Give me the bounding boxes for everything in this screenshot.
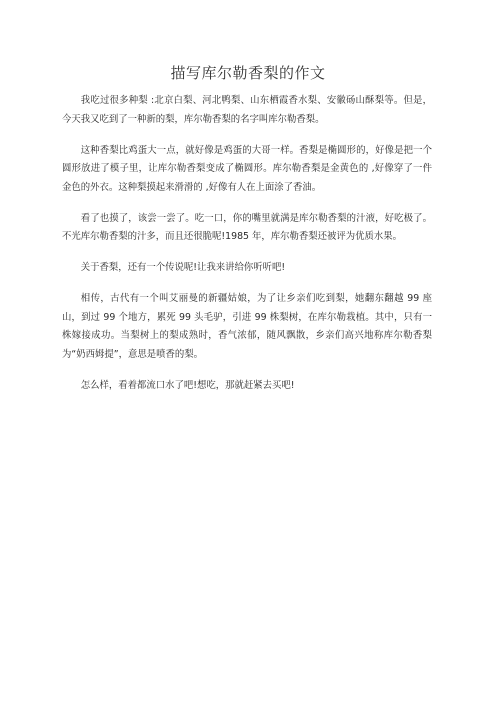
paragraph-4: 关于香梨，还有一个传说呢!让我来讲给你听听吧! [80,262,286,274]
paragraph-6: 怎么样，看着都流口水了吧!想吃，那就赶紧去买吧! [80,379,295,391]
paragraph-5: 相传，古代有一个叫艾丽曼的新疆姑娘，为了让乡亲们吃到梨，她翻东翻越 99 座山，到过 99 个地方，累死 99 头毛驴，引进 99 株梨树，在库尔勒栽植。其中，只有一株嫁接成功。当梨树上的梨成熟时，香气浓郁，随风飘散，乡亲们高兴地称库尔勒香梨为“奶西姆提”，意思是喷香的梨。 [62,293,432,360]
paragraph-1: 我吃过很多种梨 :北京白梨、河北鸭梨、山东栖霞香水梨、安徽砀山酥梨等。但是，今天我又吃到了一种新的梨，库尔勒香梨的名字叫库尔勒香梨。 [62,95,432,125]
document-body [62,92,432,408]
paragraph-2: 这种香梨比鸡蛋大一点，就好像是鸡蛋的大哥一样。香梨是椭圆形的，好像是把一个圆形放进了模子里，让库尔勒香梨变成了椭圆形。库尔勒香梨是金黄色的 ,好像穿了一件金色的外衣。这种梨摸起来滑滑的 ,好像有人在上面涂了香油。 [62,144,432,193]
document-title: 描写库尔勒香梨的作文 [170,64,326,82]
paragraph-3: 看了也摸了，该尝一尝了。吃一口，你的嘴里就满是库尔勒香梨的汁液，好吃极了。不光库尔勒香梨的汁多，而且还很脆呢!1985 年，库尔勒香梨还被评为优质水果。 [62,212,432,243]
